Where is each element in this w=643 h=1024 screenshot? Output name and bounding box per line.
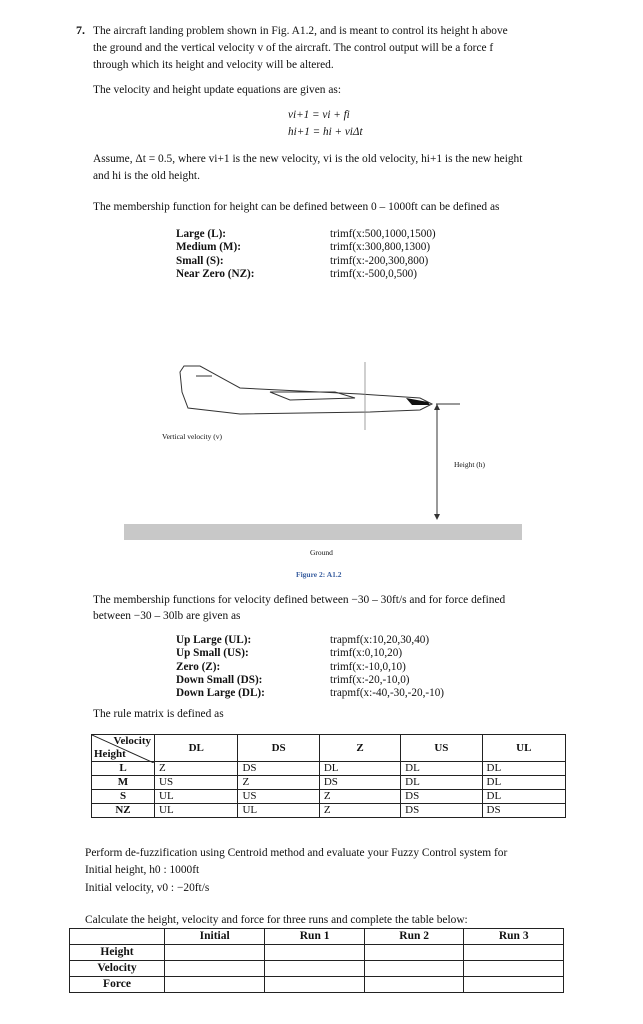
rule-col-header: DS bbox=[238, 735, 319, 762]
result-cell[interactable] bbox=[165, 977, 265, 993]
result-row-label: Velocity bbox=[70, 961, 165, 977]
defuzz-line-1: Perform de-fuzzification using Centroid method and evaluate your Fuzzy Control system for bbox=[85, 847, 508, 859]
rule-cell: DL bbox=[401, 776, 482, 790]
result-cell[interactable] bbox=[464, 961, 564, 977]
height-mf-def: trimf(x:-500,0,500) bbox=[330, 267, 417, 280]
result-header-row bbox=[70, 929, 564, 945]
velocity-intro-line-1: The membership functions for velocity defined between −30 – 30ft/s and for force defined bbox=[93, 594, 506, 606]
rule-row bbox=[92, 776, 566, 790]
rule-row-label: S bbox=[92, 790, 155, 804]
height-mf-name: Large (L): bbox=[176, 228, 227, 240]
result-table bbox=[69, 928, 564, 993]
rule-table-corner bbox=[92, 735, 155, 762]
result-cell[interactable] bbox=[364, 945, 464, 961]
rule-row bbox=[92, 762, 566, 776]
rule-cell: US bbox=[238, 790, 319, 804]
calc-intro: Calculate the height, velocity and force for three runs and complete the table below: bbox=[85, 914, 468, 926]
result-cell[interactable] bbox=[165, 945, 265, 961]
result-cell[interactable] bbox=[265, 977, 365, 993]
velocity-mf-def: trimf(x:0,10,20) bbox=[330, 647, 403, 660]
rule-cell: DS bbox=[238, 762, 319, 776]
rule-cell: DL bbox=[482, 776, 565, 790]
intro-line-3: through which its height and velocity will be altered. bbox=[93, 59, 334, 71]
result-cell[interactable] bbox=[464, 977, 564, 993]
result-row bbox=[70, 961, 564, 977]
initial-velocity: Initial velocity, v0 : −20ft/s bbox=[85, 882, 210, 894]
rule-cell: DL bbox=[401, 762, 482, 776]
rule-col-header: UL bbox=[482, 735, 565, 762]
result-col-header: Initial bbox=[165, 929, 265, 945]
velocity-mf-name: Zero (Z): bbox=[176, 660, 221, 673]
result-corner bbox=[70, 929, 165, 945]
velocity-mf-name: Down Large (DL): bbox=[176, 687, 265, 700]
height-mf-def: trimf(x:300,800,1300) bbox=[330, 241, 431, 254]
rule-row-label: NZ bbox=[92, 804, 155, 818]
initial-height: Initial height, h0 : 1000ft bbox=[85, 864, 200, 876]
result-cell[interactable] bbox=[364, 977, 464, 993]
height-mf-name: Medium (M): bbox=[176, 241, 241, 254]
rule-col-header: Z bbox=[319, 735, 400, 762]
result-cell[interactable] bbox=[464, 945, 564, 961]
velocity-mf-defs bbox=[330, 634, 444, 700]
ground-label: Ground bbox=[310, 548, 333, 557]
intro-line-1: The aircraft landing problem shown in Fig. A1.2, and is meant to control its height h above bbox=[93, 25, 508, 37]
aircraft-figure bbox=[120, 352, 530, 547]
velocity-intro-line-2: between −30 – 30lb are given as bbox=[93, 610, 241, 622]
velocity-mf-def: trimf(x:-10,0,10) bbox=[330, 660, 406, 673]
aircraft-icon bbox=[180, 366, 432, 414]
height-mf-intro: The membership function for height can be defined between 0 – 1000ft can be defined as bbox=[93, 201, 500, 213]
rule-cell: Z bbox=[155, 762, 238, 776]
problem-number: 7. bbox=[76, 23, 85, 37]
result-col-header: Run 2 bbox=[364, 929, 464, 945]
rule-matrix-intro: The rule matrix is defined as bbox=[93, 708, 224, 720]
result-cell[interactable] bbox=[165, 961, 265, 977]
result-cell[interactable] bbox=[364, 961, 464, 977]
rule-row bbox=[92, 790, 566, 804]
velocity-mf-names bbox=[176, 634, 265, 700]
assume-line-2: and hi is the old height. bbox=[93, 170, 200, 182]
result-col-header: Run 3 bbox=[464, 929, 564, 945]
height-mf-def: trimf(x:-200,300,800) bbox=[330, 254, 429, 267]
height-mf-name: Small (S): bbox=[176, 254, 224, 267]
height-label: Height (h) bbox=[454, 460, 486, 469]
height-mf-names bbox=[176, 228, 255, 281]
velocity-mf-def: trimf(x:-20,-10,0) bbox=[330, 673, 410, 686]
rule-cell: DS bbox=[401, 790, 482, 804]
rule-row-label: L bbox=[92, 762, 155, 776]
vertical-velocity-label: Vertical velocity (v) bbox=[162, 432, 222, 441]
rule-cell: UL bbox=[238, 804, 319, 818]
height-mf-defs bbox=[330, 228, 436, 281]
rule-cell: DL bbox=[319, 762, 400, 776]
rule-cell: DL bbox=[482, 762, 565, 776]
height-mf-def: trimf(x:500,1000,1500) bbox=[330, 228, 436, 240]
result-cell[interactable] bbox=[265, 945, 365, 961]
velocity-mf-def: trapmf(x:-40,-30,-20,-10) bbox=[330, 687, 445, 700]
result-row-label: Force bbox=[70, 977, 165, 993]
velocity-mf-def: trapmf(x:10,20,30,40) bbox=[330, 634, 430, 646]
rule-table-header bbox=[92, 735, 566, 762]
assume-line-1: Assume, Δt = 0.5, where vi+1 is the new velocity, vi is the old velocity, hi+1 is the new height bbox=[93, 153, 523, 165]
rule-cell: DS bbox=[319, 776, 400, 790]
height-equation: hi+1 = hi + viΔt bbox=[288, 126, 363, 138]
velocity-mf-name: Down Small (DS): bbox=[176, 673, 263, 686]
update-intro: The velocity and height update equations are given as: bbox=[93, 84, 341, 96]
rule-row-label: M bbox=[92, 776, 155, 790]
rule-cell: US bbox=[155, 776, 238, 790]
rule-cell: Z bbox=[319, 790, 400, 804]
result-col-header: Run 1 bbox=[265, 929, 365, 945]
rule-table bbox=[91, 734, 566, 818]
rule-col-header: US bbox=[401, 735, 482, 762]
rule-col-header: DL bbox=[155, 735, 238, 762]
rule-cell: DS bbox=[401, 804, 482, 818]
rule-cell: DS bbox=[482, 804, 565, 818]
result-row bbox=[70, 945, 564, 961]
velocity-mf-name: Up Large (UL): bbox=[176, 634, 252, 646]
rule-cell: DL bbox=[482, 790, 565, 804]
corner-height: Height bbox=[94, 748, 126, 760]
rule-cell: UL bbox=[155, 790, 238, 804]
rule-row bbox=[92, 804, 566, 818]
velocity-mf-name: Up Small (US): bbox=[176, 647, 249, 660]
rule-cell: Z bbox=[319, 804, 400, 818]
ground-rect bbox=[124, 524, 522, 540]
rule-cell: Z bbox=[238, 776, 319, 790]
rule-cell: UL bbox=[155, 804, 238, 818]
result-cell[interactable] bbox=[265, 961, 365, 977]
intro-line-2: the ground and the vertical velocity v of the aircraft. The control output will be a force f bbox=[93, 42, 494, 54]
result-row-label: Height bbox=[70, 945, 165, 961]
velocity-equation: vi+1 = vi + fi bbox=[288, 109, 350, 121]
figure-caption: Figure 2: A1.2 bbox=[296, 570, 342, 579]
corner-velocity: Velocity bbox=[113, 735, 151, 747]
result-row bbox=[70, 977, 564, 993]
height-mf-name: Near Zero (NZ): bbox=[176, 267, 255, 280]
